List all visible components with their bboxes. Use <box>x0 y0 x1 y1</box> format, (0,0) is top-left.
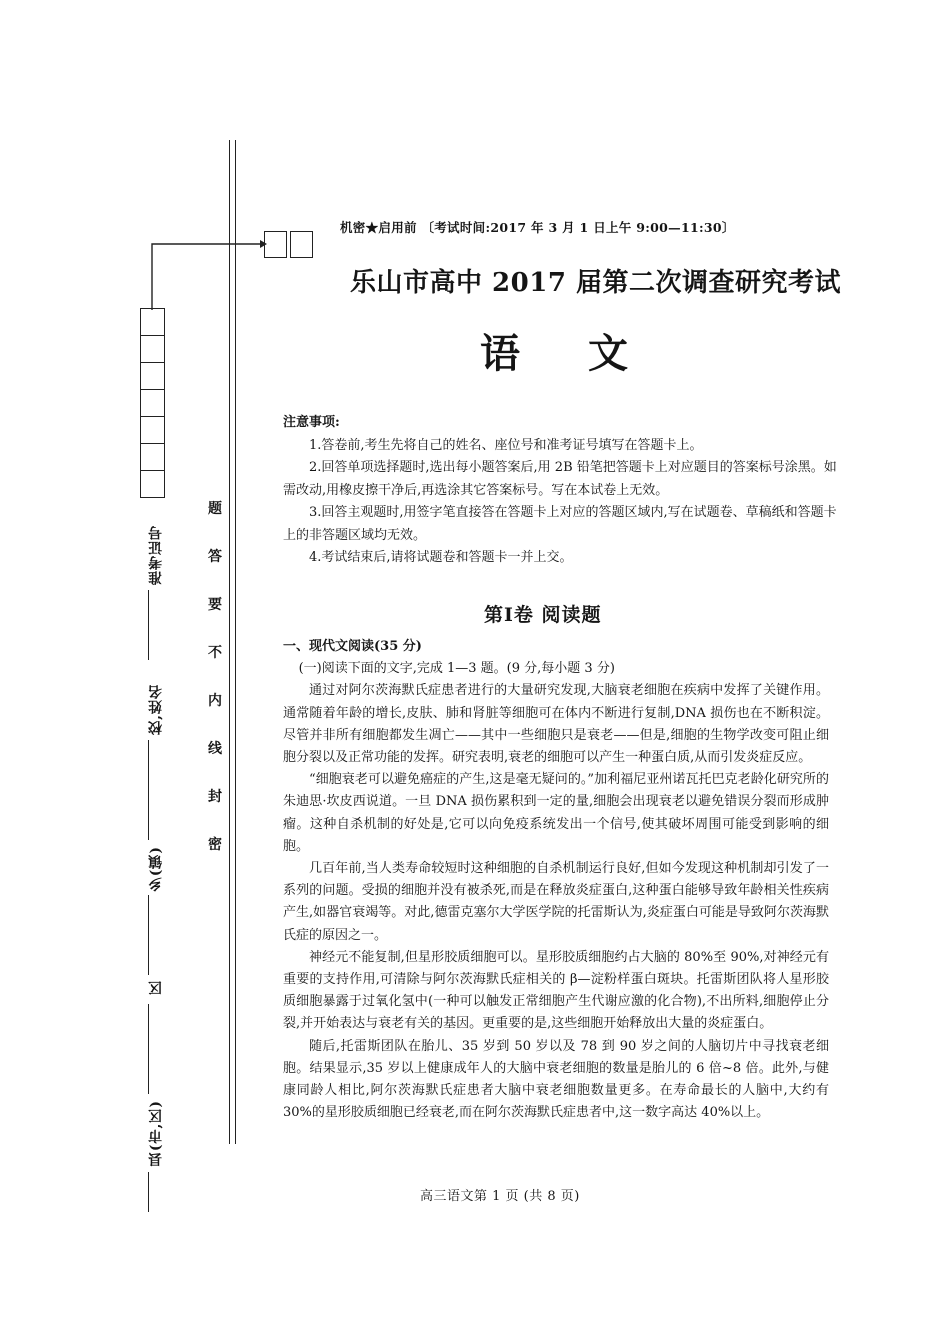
subject-title: 语文 <box>480 330 696 377</box>
seal-char: 封 <box>208 789 222 805</box>
seal-char: 要 <box>208 597 222 613</box>
notice-item: 1.答卷前,考生先将自己的姓名、座位号和准考证号填写在答题卡上。 <box>309 437 703 453</box>
notice-item: 4.考试结束后,请将试题卷和答题卡一并上交。 <box>309 550 573 565</box>
seal-line-text <box>206 500 224 884</box>
seal-char: 线 <box>208 741 222 757</box>
seal-char: 题 <box>208 501 222 517</box>
code-box-1[interactable] <box>264 231 287 258</box>
page-footer: 高三语文第 1 页 (共 8 页) <box>420 1189 580 1204</box>
school-name-label: 校,姓名 <box>148 684 164 735</box>
town-label: 乡(镇) <box>148 846 164 892</box>
county-field[interactable] <box>146 1172 149 1212</box>
seal-char: 内 <box>208 693 222 709</box>
notices-heading: 注意事项: <box>283 415 340 430</box>
question-instruction: (一)阅读下面的文字,完成 1—3 题。(9 分,每小题 3 分) <box>298 661 615 677</box>
notice-item: 2.回答单项选择题时,选出每小题答案后,用 2B 铅笔把答题卡上对应题目的答案标号涂黑。如需改动,用橡皮擦干净后,再选涂其它答案标号。写在本试卷上无效。 <box>283 460 837 498</box>
notices <box>283 412 843 570</box>
passage-paragraph: 通过对阿尔茨海默氏症患者进行的大量研究发现,大脑衰老细胞在疾病中发挥了关键作用。通常随着年龄的增长,皮肤、肺和肾脏等细胞可在体内不断进行复制,DNA 损伤也在不断积淀。尽管并非所有细胞都发生凋亡——其中一些细胞只是衰老——但是,细胞的生物学改变可阻止细胞分裂以及正常功能的发挥。研究表明,衰老的细胞可以产生一种蛋白质,从而引发炎症反应。 <box>283 683 829 766</box>
seal-char: 答 <box>208 549 222 565</box>
notice-item: 3.回答主观题时,用签字笔直接答在答题卡上对应的答题区域内,写在试题卷、草稿纸和答题卡上的非答题区域均无效。 <box>283 505 837 543</box>
code-box-2[interactable] <box>290 231 313 258</box>
district-field[interactable] <box>146 1004 149 1094</box>
seal-char: 不 <box>208 645 222 661</box>
reading-section <box>283 636 829 1124</box>
seal-char: 密 <box>208 837 222 853</box>
section-title: 第Ⅰ卷 阅读题 <box>484 604 602 626</box>
exam-id-field[interactable] <box>146 590 149 660</box>
part-heading: 一、现代文阅读(35 分) <box>283 639 422 654</box>
passage-paragraph: 神经元不能复制,但星形胶质细胞可以。星形胶质细胞约占大脑的 80%至 90%,对神经元有重要的支持作用,可清除与阿尔茨海默氏症相关的 β—淀粉样蛋白斑块。托雷斯团队将人星形胶质细胞暴露于过氧化氢中(一种可以触发正常细胞产生代谢应激的化合物),不出所料,细胞停止分裂,并开始表达与衰老有关的基因。更重要的是,这些细胞开始释放出大量的炎症蛋白。 <box>283 949 829 1032</box>
exam-title: 乐山市高中 2017 届第二次调查研究考试 <box>350 268 841 298</box>
box-connector <box>148 236 268 312</box>
district-label: 区 <box>148 980 164 995</box>
school-name-field[interactable] <box>146 740 149 840</box>
exam-number-boxes[interactable] <box>140 308 165 498</box>
town-field[interactable] <box>146 895 149 975</box>
county-label: 县(市,区) <box>148 1100 164 1167</box>
passage-paragraph: 几百年前,当人类寿命较短时这种细胞的自杀机制运行良好,但如今发现这种机制却引发了一系列的问题。受损的细胞并没有被杀死,而是在释放炎症蛋白,这种蛋白能够导致年龄相关性疾病产生,如器官衰竭等。对此,德雷克塞尔大学医学院的托雷斯认为,炎症蛋白可能是导致阿尔茨海默氏症的原因之一。 <box>283 861 829 943</box>
passage-paragraph: 随后,托雷斯团队在胎儿、35 岁到 50 岁以及 78 到 90 岁之间的人脑切片中寻找衰老细胞。结果显示,35 岁以上健康成年人的大脑中衰老细胞的数量是胎儿的 6 倍~8 倍。此外,与健康同龄人相比,阿尔茨海默氏症患者大脑中衰老细胞数量更多。在寿命最长的人脑中,大约有 30%的星形胶质细胞已经衰老,而在阿尔茨海默氏症患者中,这一数字高达 40%以上。 <box>283 1038 829 1121</box>
exam-id-label: 准考证号 <box>148 525 164 585</box>
confidential-line: 机密★启用前 〔考试时间:2017 年 3 月 1 日上午 9:00—11:30〕 <box>340 220 735 235</box>
passage-paragraph: “细胞衰老可以避免癌症的产生,这是毫无疑问的。”加利福尼亚州诺瓦托巴克老龄化研究所的朱迪思·坎皮西说道。一旦 DNA 损伤累积到一定的量,细胞会出现衰老以避免错误分裂而形成肿瘤。这种自杀机制的好处是,它可以向免疫系统发出一个信号,使其破坏周围可能受到影响的细胞。 <box>283 772 829 854</box>
